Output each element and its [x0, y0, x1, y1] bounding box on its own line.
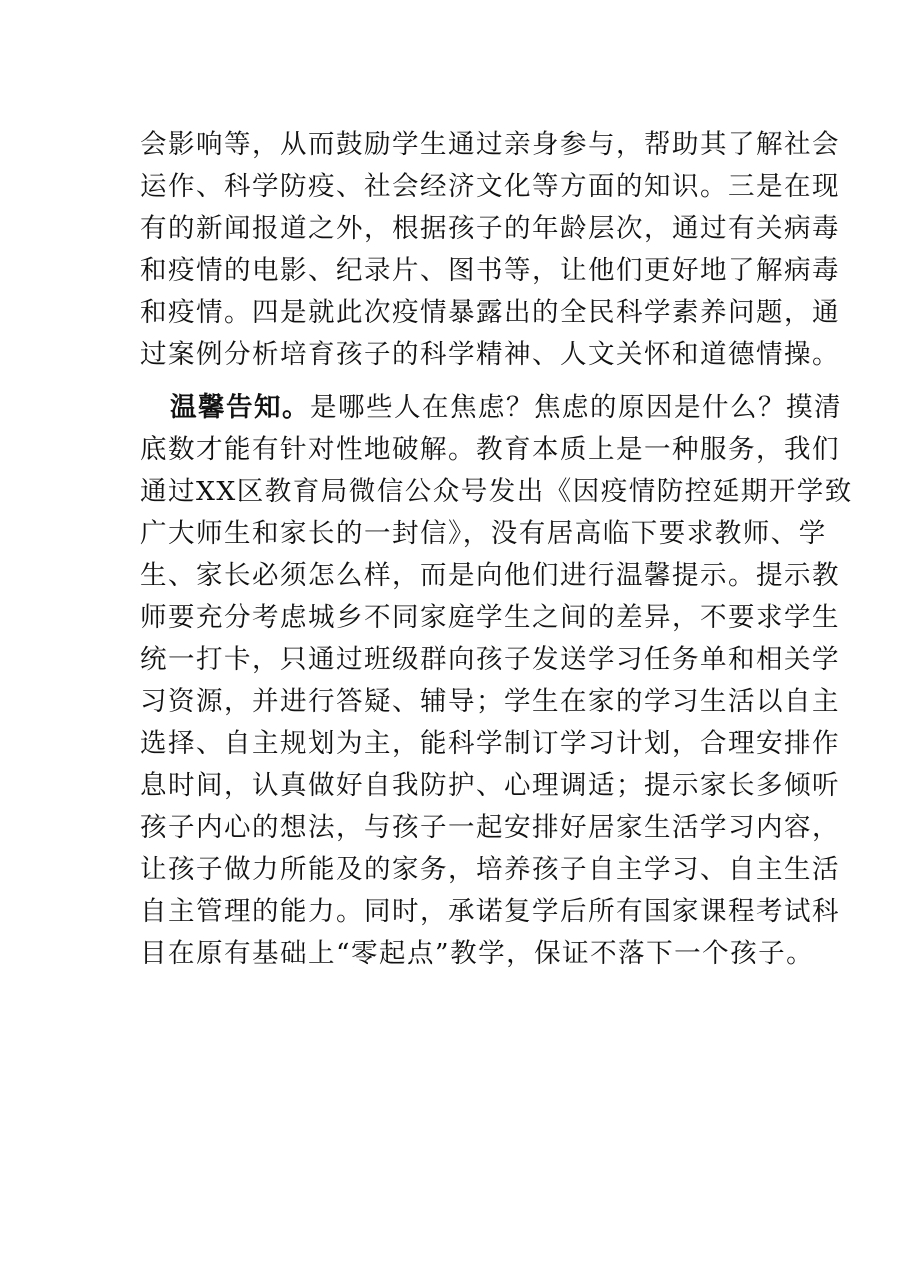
paragraph-spacer: [140, 376, 780, 387]
document-body: [140, 124, 853, 975]
text-line: 孩子内心的想法，与孩子一起安排好居家生活学习内容，: [140, 812, 840, 843]
text-line: 和疫情。四是就此次疫情暴露出的全民科学素养问题，通: [140, 297, 840, 328]
text-line: 和疫情的电影、纪录片、图书等，让他们更好地了解病毒: [140, 255, 840, 286]
text-line: 自主管理的能力。同时，承诺复学后所有国家课程考试科: [140, 896, 840, 927]
text-line: 目在原有基础上“零起点”教学，保证不落下一个孩子。: [140, 938, 815, 969]
text-line: 生、家长必须怎么样，而是向他们进行温馨提示。提示教: [140, 560, 840, 591]
section-heading: 温馨告知。: [170, 392, 310, 423]
text-line-rest: 是哪些人在焦虑？焦虑的原因是什么？摸清: [310, 392, 842, 423]
text-line: 运作、科学防疫、社会经济文化等方面的知识。三是在现: [140, 171, 840, 202]
paragraph-2: [140, 387, 853, 975]
text-line: 广大师生和家长的一封信》，没有居高临下要求教师、学: [140, 518, 827, 549]
text-line: 过案例分析培育孩子的科学精神、人文关怀和道德情操。: [140, 339, 840, 370]
text-line: 有的新闻报道之外，根据孩子的年龄层次，通过有关病毒: [140, 213, 840, 244]
text-line: 选择、自主规划为主，能科学制订学习计划，合理安排作: [140, 728, 840, 759]
text-line: 息时间，认真做好自我防护、心理调适；提示家长多倾听: [140, 770, 840, 801]
paragraph-1: [140, 124, 840, 376]
text-line: 通过XX区教育局微信公众号发出《因疫情防控延期开学致: [140, 476, 853, 507]
text-line: 会影响等，从而鼓励学生通过亲身参与，帮助其了解社会: [140, 129, 840, 160]
text-line: 让孩子做力所能及的家务，培养孩子自主学习、自主生活: [140, 854, 840, 885]
text-line: 师要充分考虑城乡不同家庭学生之间的差异，不要求学生: [140, 602, 840, 633]
text-line: 底数才能有针对性地破解。教育本质上是一种服务，我们: [140, 434, 840, 465]
text-line: 习资源，并进行答疑、辅导；学生在家的学习生活以自主: [140, 686, 840, 717]
text-line: 统一打卡，只通过班级群向孩子发送学习任务单和相关学: [140, 644, 840, 675]
paragraph-2-first-line: [140, 387, 842, 429]
